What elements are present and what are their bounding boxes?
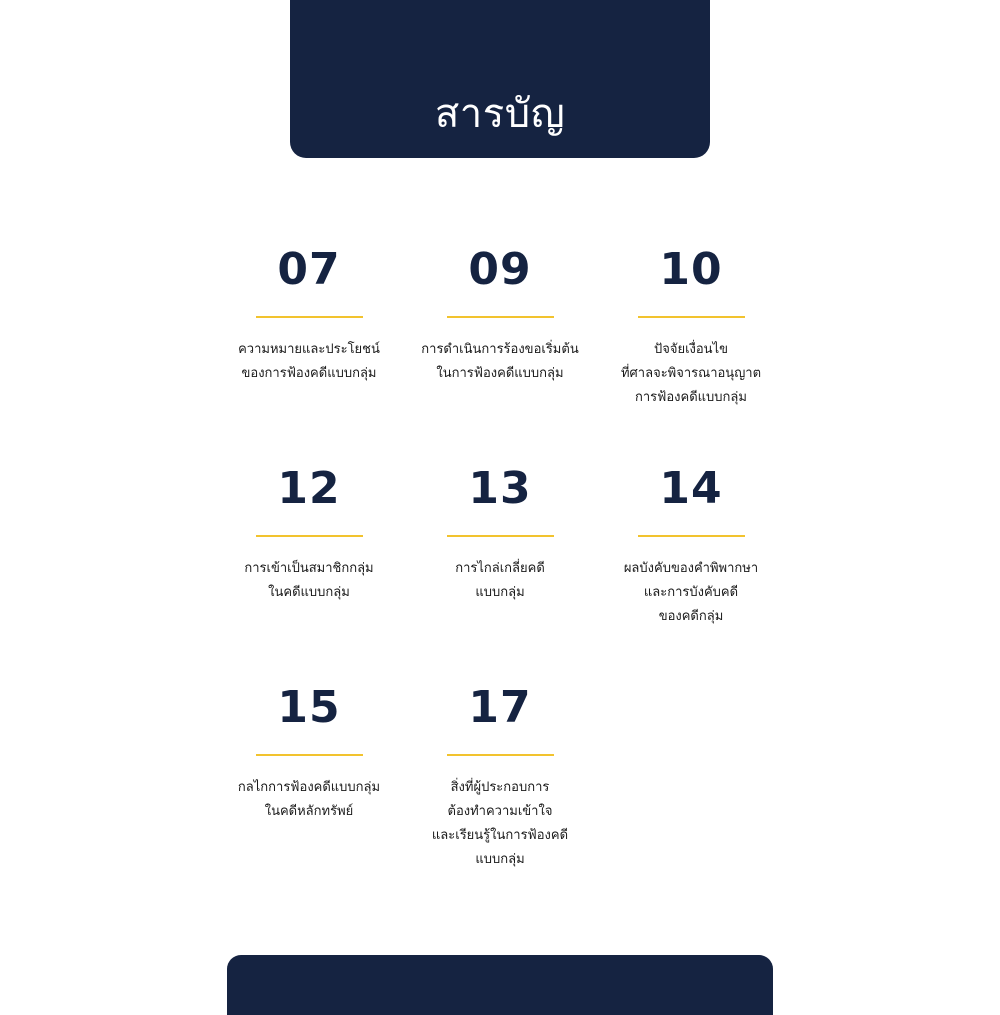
divider [638,316,745,318]
toc-item[interactable] [405,682,595,872]
toc-page-number: 09 [468,244,532,295]
toc-item-label: การไกล่เกลี่ยคดี แบบกลุ่ม [455,561,545,600]
toc-item-label: ปัจจัยเงื่อนไข ที่ศาลจะพิจารณาอนุญาต การฟ้องคดีแบบกลุ่ม [620,342,762,405]
toc-item-label: การดำเนินการร้องขอเริ่มต้น ในการฟ้องคดีแบบกลุ่ม [421,342,579,381]
toc-item[interactable] [405,244,595,386]
toc-item-label: การเข้าเป็นสมาชิกกลุ่ม ในคดีแบบกลุ่ม [244,561,374,600]
toc-page-number: 07 [277,244,341,295]
divider [638,535,745,537]
toc-page-number: 15 [277,682,341,733]
toc-item[interactable] [596,463,786,629]
toc-page-number: 12 [277,463,341,514]
toc-page-number: 10 [659,244,723,295]
toc-item[interactable] [405,463,595,605]
toc-item-label: กลไกการฟ้องคดีแบบกลุ่ม ในคดีหลักทรัพย์ [237,780,381,819]
toc-item-label: สิ่งที่ผู้ประกอบการ ต้องทำความเข้าใจ และเรียนรู้ในการฟ้องคดี แบบกลุ่ม [431,780,569,867]
toc-page-number: 13 [468,463,532,514]
divider [447,535,554,537]
toc-item[interactable] [596,244,786,410]
toc-item-label: ความหมายและประโยชน์ ของการฟ้องคดีแบบกลุ่ม [238,342,380,381]
toc-item-label: ผลบังคับของคำพิพากษา และการบังคับคดี ของคดีกลุ่ม [623,561,759,624]
divider [256,535,363,537]
footer-banner [227,955,773,1015]
divider [256,316,363,318]
toc-page-number: 14 [659,463,723,514]
toc-item[interactable] [214,244,404,386]
divider [447,754,554,756]
toc-item[interactable] [214,682,404,824]
header-banner [290,0,710,158]
divider [447,316,554,318]
divider [256,754,363,756]
toc-item[interactable] [214,463,404,605]
page-title: สารบัญ [434,91,566,137]
toc-page-number: 17 [468,682,532,733]
